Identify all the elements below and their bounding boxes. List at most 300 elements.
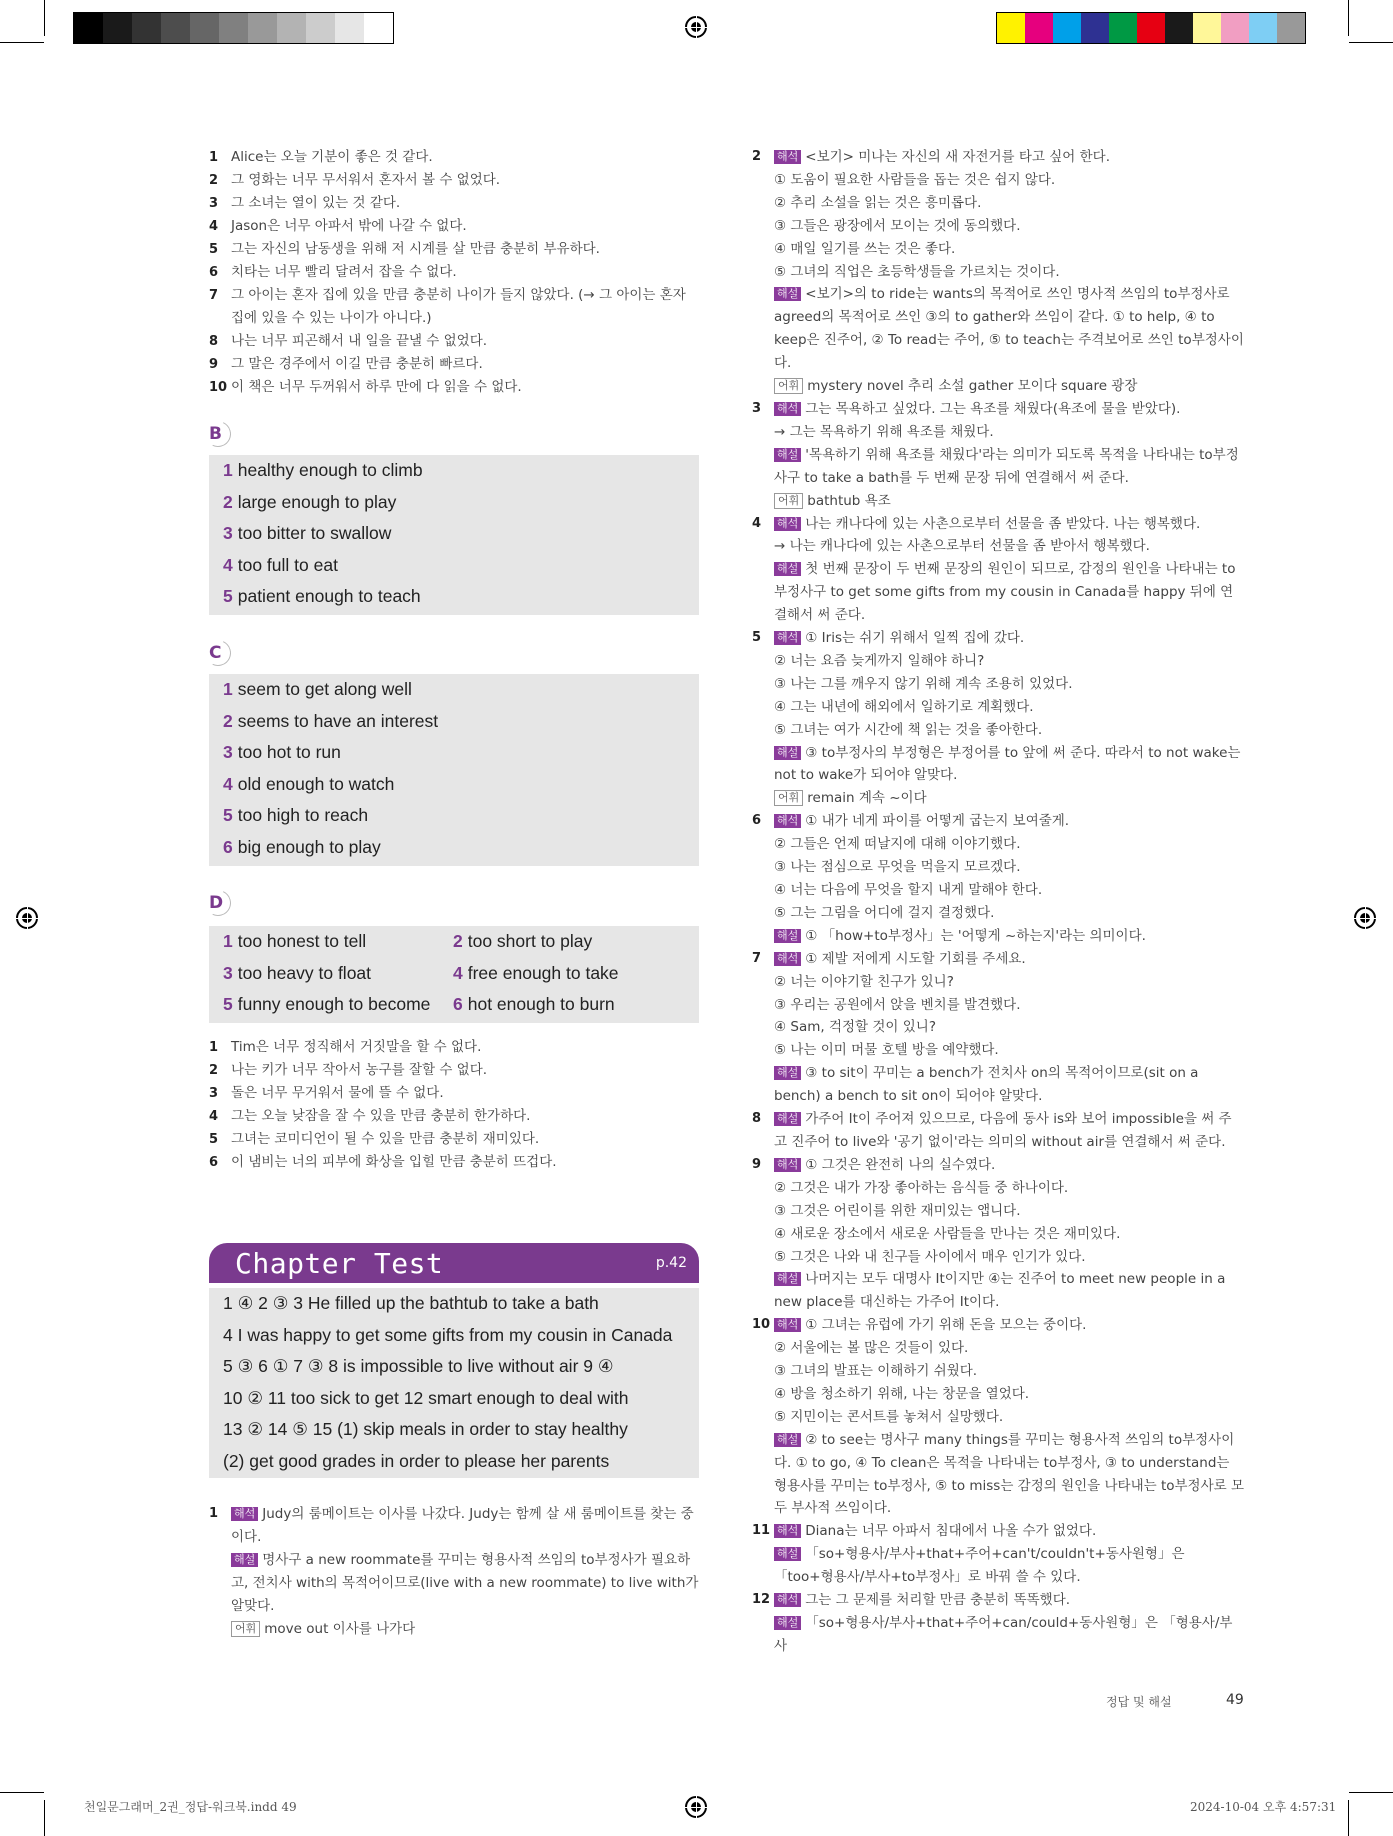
line-text: <보기>의 to ride는 wants의 목적어로 쓰인 명사적 쓰임의 to부정사로 agreed의 목적어로 쓰인 ③의 to gather와 쓰임이 같다. ① to help, ④ to keep은 진주어, ② To read는 주어, ⑤ to teach는 주격보어로 쓰인 to부정사이다.	[774, 286, 1244, 372]
explanation-line	[774, 283, 1244, 375]
explanation-line	[774, 1360, 1244, 1383]
color-swatch	[306, 13, 335, 43]
color-swatch	[1221, 13, 1249, 43]
gray-scale-bar	[73, 12, 394, 44]
item-number: 6	[752, 813, 762, 829]
item-number: 1	[209, 1040, 219, 1055]
list-item	[209, 1082, 701, 1105]
line-text: ④ 매일 일기를 쓰는 것은 좋다.	[774, 240, 956, 257]
explanation-line	[774, 261, 1244, 284]
explanation-item	[752, 1589, 1244, 1658]
color-swatch	[277, 13, 306, 43]
crop-mark	[0, 42, 44, 43]
explanation-line	[774, 1062, 1244, 1108]
chapter-test-page-ref: p.42	[655, 1255, 687, 1271]
explanation-line	[774, 925, 1244, 948]
line-text: ④ Sam, 걱정할 것이 있니?	[774, 1019, 937, 1036]
crop-mark	[44, 1800, 45, 1836]
answer-row	[209, 926, 699, 958]
color-swatch	[103, 13, 132, 43]
explanation-item	[752, 1108, 1244, 1154]
explanation-line	[774, 398, 1244, 421]
color-swatch	[248, 13, 277, 43]
color-swatch	[1249, 13, 1277, 43]
item-number: 11	[752, 1523, 771, 1539]
explanation-item	[752, 513, 1244, 628]
explanation-body	[774, 146, 1244, 398]
explanation-line	[774, 719, 1244, 742]
explanation-line	[774, 948, 1244, 971]
line-text: ② 너는 이야기할 친구가 있니?	[774, 973, 954, 990]
item-number: 10	[209, 380, 228, 395]
item-number: 3	[209, 1086, 219, 1101]
chapter-test-row: 4 I was happy to get some gifts from my cousin in Canada	[223, 1324, 673, 1345]
answer-number: 2	[223, 710, 233, 731]
list-item	[209, 215, 701, 238]
chapter-test-header	[209, 1243, 699, 1283]
explanation-line	[774, 879, 1244, 902]
color-swatch	[1277, 13, 1305, 43]
item-number: 4	[209, 219, 219, 234]
item-number: 6	[209, 265, 219, 280]
chapter-test-explanation-1	[209, 1503, 701, 1640]
line-text: 첫 번째 문장이 두 번째 문장의 원인이 되므로, 감정의 원인을 나타내는 to부정사구 to get some gifts from my cousin in Canada를 happy 뒤에 연결해서 써 준다.	[774, 561, 1236, 624]
item-number: 12	[752, 1592, 771, 1608]
item-text: Jason은 너무 아파서 밖에 나갈 수 없다.	[231, 218, 467, 234]
item-number: 4	[752, 515, 762, 531]
explanation-line	[774, 1200, 1244, 1223]
explanation-item	[752, 810, 1244, 947]
item-number: 1	[209, 150, 219, 165]
answer-row	[209, 737, 699, 769]
explanation-line	[231, 1549, 701, 1618]
item-number: 2	[752, 149, 762, 164]
answer-text: too full to eat	[237, 554, 338, 575]
chapter-test-row: 13 ② 14 ⑤ 15 (1) skip meals in order to stay healthy	[223, 1419, 628, 1439]
line-text: ④ 그는 내년에 해외에서 일하기로 계획했다.	[774, 698, 1034, 715]
line-text: 그는 목욕하고 싶었다. 그는 욕조를 채웠다(욕조에 물을 받았다).	[805, 400, 1181, 417]
explanation-body	[774, 810, 1244, 947]
crop-mark	[1349, 1792, 1393, 1793]
answer-text: funny enough to become	[237, 994, 431, 1014]
line-text: ⑤ 나는 이미 머물 호텔 방을 예약했다.	[774, 1042, 999, 1059]
line-text: 그는 그 문제를 처리할 만큼 충분히 똑똑했다.	[805, 1592, 1071, 1609]
label-badge: 해석	[774, 150, 801, 164]
answer-number: 1	[223, 679, 233, 699]
section-b-answers	[209, 455, 699, 615]
label-badge: 해석	[774, 631, 801, 645]
label-badge: 해석	[774, 952, 801, 966]
line-text: remain 계속 ~이다	[807, 790, 927, 807]
explanation-line	[774, 238, 1244, 261]
explanation-item	[752, 948, 1244, 1108]
list-item	[209, 238, 701, 261]
explanation-body	[774, 513, 1244, 628]
explanation-item	[752, 146, 1244, 398]
explanation-line	[774, 673, 1244, 696]
answer-text: too hot to run	[237, 742, 341, 762]
answer-cell	[453, 958, 683, 990]
explanation-item	[752, 1314, 1244, 1520]
answer-cell	[453, 989, 683, 1021]
answer-number: 4	[223, 773, 233, 794]
explanation-line	[774, 1177, 1244, 1200]
list-item	[209, 284, 701, 330]
explanation-line	[774, 1520, 1244, 1543]
color-swatch	[1109, 13, 1137, 43]
list-item	[209, 169, 701, 192]
answer-number: 1	[223, 460, 233, 480]
section-d-label: D	[209, 893, 223, 913]
label-badge: 해설	[774, 562, 801, 576]
line-text: ① 도움이 필요한 사람들을 돕는 것은 쉽지 않다.	[774, 171, 1056, 188]
answer-number: 6	[223, 836, 233, 857]
list-item	[209, 1105, 701, 1128]
answer-row	[209, 674, 699, 706]
line-text: 나머지는 모두 대명사 It이지만 ④는 진주어 to meet new people in a new place를 대신하는 가주어 It이다.	[774, 1271, 1226, 1311]
explanation-line	[774, 513, 1244, 536]
answer-number: 1	[223, 931, 233, 951]
color-swatch	[1025, 13, 1053, 43]
line-text: ③ 그들은 광장에서 모이는 것에 동의했다.	[774, 217, 1021, 234]
explanation-line	[774, 558, 1244, 627]
item-text: 치타는 너무 빨리 달려서 잡을 수 없다.	[231, 264, 457, 280]
explanation-body	[774, 1314, 1244, 1520]
label-badge: 해설	[774, 1547, 801, 1561]
explanation-item	[209, 1503, 701, 1640]
explanation-line	[774, 1543, 1244, 1589]
label-badge: 해설	[231, 1553, 258, 1567]
answer-text: too short to play	[467, 931, 593, 951]
answer-number: 3	[223, 523, 233, 543]
line-text: ① 「how+to부정사」는 '어떻게 ~하는지'라는 의미이다.	[805, 927, 1146, 944]
answer-cell	[223, 958, 453, 990]
explanation-line	[774, 856, 1244, 879]
explanation-line	[774, 971, 1244, 994]
item-text: 그 말은 경주에서 이길 만큼 충분히 빠르다.	[231, 356, 483, 372]
explanation-line	[774, 742, 1244, 788]
label-badge: 어휘	[774, 790, 803, 806]
explanation-line	[774, 994, 1244, 1017]
section-c-label: C	[209, 643, 221, 663]
color-swatch	[1165, 13, 1193, 43]
explanation-body	[774, 1589, 1244, 1658]
section-c-answers	[209, 674, 699, 866]
answer-text: too bitter to swallow	[237, 523, 392, 543]
item-number: 2	[209, 173, 219, 188]
line-text: <보기> 미나는 자신의 새 자전거를 타고 싶어 한다.	[805, 149, 1110, 165]
list-item	[209, 330, 701, 353]
label-badge: 해설	[774, 448, 801, 462]
item-text: 그 영화는 너무 무서워서 혼자서 볼 수 없었다.	[231, 172, 501, 188]
color-swatch	[74, 13, 103, 43]
line-text: 나는 캐나다에 있는 사촌으로부터 선물을 좀 받았다. 나는 행복했다.	[805, 515, 1201, 532]
line-text: ③ to sit이 꾸미는 a bench가 전치사 on의 목적어이므로(sit on a bench) a bench to sit on이 되어야 알맞다.	[774, 1065, 1199, 1105]
line-text: bathtub 욕조	[807, 492, 891, 509]
item-text: 그 소녀는 열이 있는 것 같다.	[231, 195, 401, 211]
explanation-body	[774, 627, 1244, 810]
explanation-body	[774, 1108, 1244, 1154]
answer-text: big enough to play	[237, 836, 381, 857]
explanation-line	[774, 696, 1244, 719]
explanation-line	[774, 1268, 1244, 1314]
label-badge: 해석	[231, 1507, 258, 1521]
line-text: ② 서울에는 볼 많은 것들이 있다.	[774, 1340, 969, 1357]
explanation-line	[774, 1246, 1244, 1269]
item-number: 10	[752, 1317, 771, 1333]
registration-mark-icon	[685, 1796, 707, 1818]
answer-row	[209, 581, 699, 613]
answer-row	[209, 769, 699, 801]
item-text: Alice는 오늘 기분이 좋은 것 같다.	[231, 149, 433, 165]
line-text: ⑤ 그녀의 직업은 초등학생들을 가르치는 것이다.	[774, 263, 1060, 280]
item-text: 그는 자신의 남동생을 위해 저 시계를 살 만큼 충분히 부유하다.	[231, 241, 600, 257]
line-text: ⑤ 그것은 나와 내 친구들 사이에서 매우 인기가 있다.	[774, 1248, 1086, 1265]
translation-list-d	[209, 1036, 701, 1174]
list-item	[209, 1036, 701, 1059]
answer-text: free enough to take	[467, 962, 619, 983]
crop-mark	[1348, 0, 1349, 36]
label-badge: 어휘	[231, 1621, 260, 1637]
explanation-item	[752, 627, 1244, 810]
line-text: → 나는 캐나다에 있는 사촌으로부터 선물을 좀 받아서 행복했다.	[774, 538, 1150, 555]
explanation-line	[774, 490, 1244, 513]
answer-row	[209, 487, 699, 519]
explanation-line	[774, 1314, 1244, 1337]
explanation-line	[774, 833, 1244, 856]
answer-number: 2	[223, 491, 233, 512]
color-swatch	[1053, 13, 1081, 43]
explanation-line	[774, 1223, 1244, 1246]
item-number: 2	[209, 1063, 219, 1078]
line-text: ① 그것은 완전히 나의 실수였다.	[805, 1156, 996, 1173]
answer-row	[209, 550, 699, 582]
answer-text: healthy enough to climb	[237, 460, 423, 480]
answer-row	[209, 989, 699, 1021]
answer-text: patient enough to teach	[237, 586, 421, 606]
line-text: 「so+형용사/부사+that+주어+can/could+동사원형」은 「형용사/부사	[774, 1615, 1233, 1654]
answer-number: 6	[453, 994, 463, 1014]
line-text: ④ 너는 다음에 무엇을 할지 내게 말해야 한다.	[774, 882, 1043, 898]
timestamp: 2024-10-04 오후 4:57:31	[1190, 1800, 1337, 1814]
answer-number: 4	[453, 962, 463, 983]
line-text: ③ 나는 그를 깨우지 않기 위해 계속 조용히 있었다.	[774, 675, 1073, 692]
crop-mark	[44, 0, 45, 36]
explanation-line	[774, 627, 1244, 650]
explanation-item	[752, 398, 1244, 513]
line-text: ① 내가 네게 파이를 어떻게 굽는지 보여줄게.	[805, 813, 1070, 830]
answer-text: too heavy to float	[237, 962, 372, 983]
line-text: ① 제발 저에게 시도할 기회를 주세요.	[805, 950, 1026, 967]
item-text: 그 아이는 혼자 집에 있을 만큼 충분히 나이가 들지 않았다. (→ 그 아이는 혼자 집에 있을 수 있는 나이가 아니다.)	[231, 287, 686, 326]
explanation-line	[774, 787, 1244, 810]
list-item	[209, 146, 701, 169]
color-swatch	[335, 13, 364, 43]
label-badge: 해석	[774, 1593, 801, 1607]
answer-text: too high to reach	[237, 805, 369, 825]
color-swatch	[997, 13, 1025, 43]
color-swatch	[161, 13, 190, 43]
explanation-body	[774, 948, 1244, 1108]
list-item	[209, 1128, 701, 1151]
item-number: 7	[209, 288, 219, 303]
explanation-body	[774, 1154, 1244, 1314]
explanation-line	[774, 444, 1244, 490]
crop-mark	[1349, 42, 1393, 43]
line-text: → 그는 목욕하기 위해 욕조를 채웠다.	[774, 423, 994, 440]
answer-text: seem to get along well	[237, 679, 412, 699]
label-badge: 해석	[774, 402, 801, 416]
explanation-line	[774, 1337, 1244, 1360]
explanation-item	[752, 1154, 1244, 1314]
color-swatch	[364, 13, 393, 43]
item-text: 돌은 너무 무거워서 물에 뜰 수 없다.	[231, 1085, 444, 1101]
explanation-line	[774, 810, 1244, 833]
explanation-line	[231, 1618, 701, 1641]
label-badge: 어휘	[774, 493, 803, 509]
footer-section-title: 정답 및 해설	[1106, 1695, 1172, 1709]
explanation-line	[774, 1108, 1244, 1154]
item-number: 5	[209, 1132, 219, 1147]
color-swatch	[1137, 13, 1165, 43]
explanation-line	[774, 421, 1244, 444]
section-b-label: B	[209, 424, 222, 444]
explanation-body	[231, 1503, 701, 1640]
color-swatch	[1193, 13, 1221, 43]
answer-row	[209, 518, 699, 550]
line-text: ③ to부정사의 부정형은 부정어를 to 앞에 써 준다. 따라서 to not wake는 not to wake가 되어야 알맞다.	[774, 744, 1241, 784]
chapter-test-answers	[209, 1288, 699, 1478]
label-badge: 해설	[774, 287, 801, 301]
line-text: Judy의 룸메이트는 이사를 나갔다. Judy는 함께 살 새 룸메이트를 찾는 중이다.	[231, 1506, 694, 1545]
answer-number: 2	[453, 931, 463, 951]
answer-text: too honest to tell	[237, 931, 367, 951]
explanation-line	[774, 1039, 1244, 1062]
answer-row	[209, 800, 699, 832]
line-text: ① Iris는 쉬기 위해서 일찍 집에 갔다.	[805, 630, 1025, 647]
label-badge: 해석	[774, 517, 801, 531]
line-text: ④ 방을 청소하기 위해, 나는 창문을 열었다.	[774, 1385, 1030, 1402]
line-text: ④ 새로운 장소에서 새로운 사람들을 만나는 것은 재미있다.	[774, 1225, 1121, 1242]
item-number: 5	[752, 630, 762, 646]
explanation-line	[774, 169, 1244, 192]
color-swatch	[132, 13, 161, 43]
file-name: 천일문그래머_2권_정답-워크북.indd 49	[84, 1800, 297, 1814]
translation-list-a	[209, 146, 701, 399]
section-d-answers	[209, 926, 699, 1023]
explanation-line	[774, 1406, 1244, 1429]
explanation-line	[774, 902, 1244, 925]
item-number: 3	[752, 400, 762, 416]
line-text: ③ 나는 점심으로 무엇을 먹을지 모르겠다.	[774, 859, 1021, 876]
registration-mark-icon	[16, 907, 38, 929]
line-text: ① 그녀는 유럽에 가기 위해 돈을 모으는 중이다.	[805, 1317, 1087, 1334]
chapter-test-row: 1 ④ 2 ③ 3 He filled up the bathtub to take a bath	[223, 1293, 599, 1313]
item-number: 9	[752, 1156, 762, 1172]
registration-mark-icon	[685, 16, 707, 38]
answer-text: hot enough to burn	[467, 994, 615, 1014]
color-swatch	[219, 13, 248, 43]
answer-number: 4	[223, 554, 233, 575]
explanation-body	[774, 398, 1244, 513]
item-number: 6	[209, 1155, 219, 1170]
label-badge: 해설	[774, 746, 801, 760]
explanation-line	[774, 215, 1244, 238]
color-bar	[996, 12, 1306, 44]
item-text: 나는 너무 피곤해서 내 일을 끝낼 수 없었다.	[231, 333, 488, 349]
list-item	[209, 1059, 701, 1082]
explanation-line	[774, 1383, 1244, 1406]
label-badge: 해설	[774, 1272, 801, 1286]
answer-number: 3	[223, 742, 233, 762]
explanation-line	[774, 146, 1244, 169]
line-text: 「so+형용사/부사+that+주어+can't/couldn't+동사원형」은 「too+형용사/부사+to부정사」로 바꿔 쓸 수 있다.	[774, 1546, 1185, 1586]
answer-row	[209, 706, 699, 738]
label-badge: 해석	[774, 1524, 801, 1538]
line-text: ② 추리 소설을 읽는 것은 흥미롭다.	[774, 194, 982, 211]
line-text: ② to see는 명사구 many things를 꾸미는 형용사적 쓰임의 to부정사이다. ① to go, ④ To clean은 목적을 나타내는 to부정사, ③ to understand는 형용사를 꾸미는 to부정사, ⑤ to miss는 감정의 원인을 나타내는 to부정사로 모두 부사적 쓰임이다.	[774, 1431, 1244, 1517]
item-number: 3	[209, 196, 219, 211]
line-text: ③ 우리는 공원에서 앉을 벤치를 발견했다.	[774, 996, 1021, 1013]
list-item	[209, 261, 701, 284]
explanation-line	[774, 650, 1244, 673]
answer-row	[209, 958, 699, 990]
label-badge: 해설	[774, 1112, 801, 1126]
chapter-test-row: (2) get good grades in order to please her parents	[223, 1450, 610, 1471]
line-text: 가주어 It이 주어져 있으므로, 다음에 동사 is와 보어 impossible을 써 주고 진주어 to live와 '공기 없이'라는 의미의 without air를 연결해서 써 준다.	[774, 1111, 1232, 1150]
page-number: 49	[1226, 1692, 1244, 1708]
explanation-body	[774, 1520, 1244, 1589]
item-number: 4	[209, 1109, 219, 1124]
chapter-test-row: 10 ② 11 too sick to get 12 smart enough to deal with	[223, 1387, 629, 1408]
item-text: 그녀는 코미디언이 될 수 있을 만큼 충분히 재미있다.	[231, 1131, 540, 1147]
explanation-line	[774, 1612, 1244, 1658]
chapter-test-row: 5 ③ 6 ① 7 ③ 8 is impossible to live without air 9 ④	[223, 1356, 614, 1376]
item-number: 8	[752, 1111, 762, 1127]
line-text: 명사구 a new roommate를 꾸미는 형용사적 쓰임의 to부정사가 필요하고, 전치사 with의 목적어이므로(live with a new roommate) to live with가 알맞다.	[231, 1551, 699, 1614]
label-badge: 해설	[774, 929, 801, 943]
explanation-line	[231, 1503, 701, 1549]
answer-text: large enough to play	[237, 491, 397, 512]
explanation-line	[774, 1016, 1244, 1039]
label-badge: 해설	[774, 1433, 801, 1447]
line-text: Diana는 너무 아파서 침대에서 나올 수가 없었다.	[805, 1523, 1097, 1540]
list-item	[209, 376, 701, 399]
list-item	[209, 1151, 701, 1174]
explanation-line	[774, 375, 1244, 398]
explanation-line	[774, 1589, 1244, 1612]
explanation-item	[752, 1520, 1244, 1589]
item-number: 8	[209, 334, 219, 349]
list-item	[209, 192, 701, 215]
label-badge: 해석	[774, 1158, 801, 1172]
line-text: ② 그들은 언제 떠날지에 대해 이야기했다.	[774, 836, 1021, 853]
crop-mark	[1348, 1800, 1349, 1836]
color-swatch	[190, 13, 219, 43]
answer-row	[209, 832, 699, 864]
answer-number: 5	[223, 805, 233, 825]
answer-row	[209, 455, 699, 487]
item-number: 7	[752, 950, 762, 966]
line-text: ② 그것은 내가 가장 좋아하는 음식들 중 하나이다.	[774, 1179, 1069, 1196]
line-text: ③ 그것은 어린이를 위한 재미있는 앱니다.	[774, 1202, 1021, 1219]
line-text: ② 너는 요즘 늦게까지 일해야 하니?	[774, 652, 985, 669]
explanation-line	[774, 1429, 1244, 1521]
explanation-line	[774, 1154, 1244, 1177]
line-text: mystery novel 추리 소설 gather 모이다 square 광장	[807, 378, 1138, 395]
line-text: move out 이사를 나가다	[264, 1620, 416, 1637]
answer-number: 5	[223, 586, 233, 606]
